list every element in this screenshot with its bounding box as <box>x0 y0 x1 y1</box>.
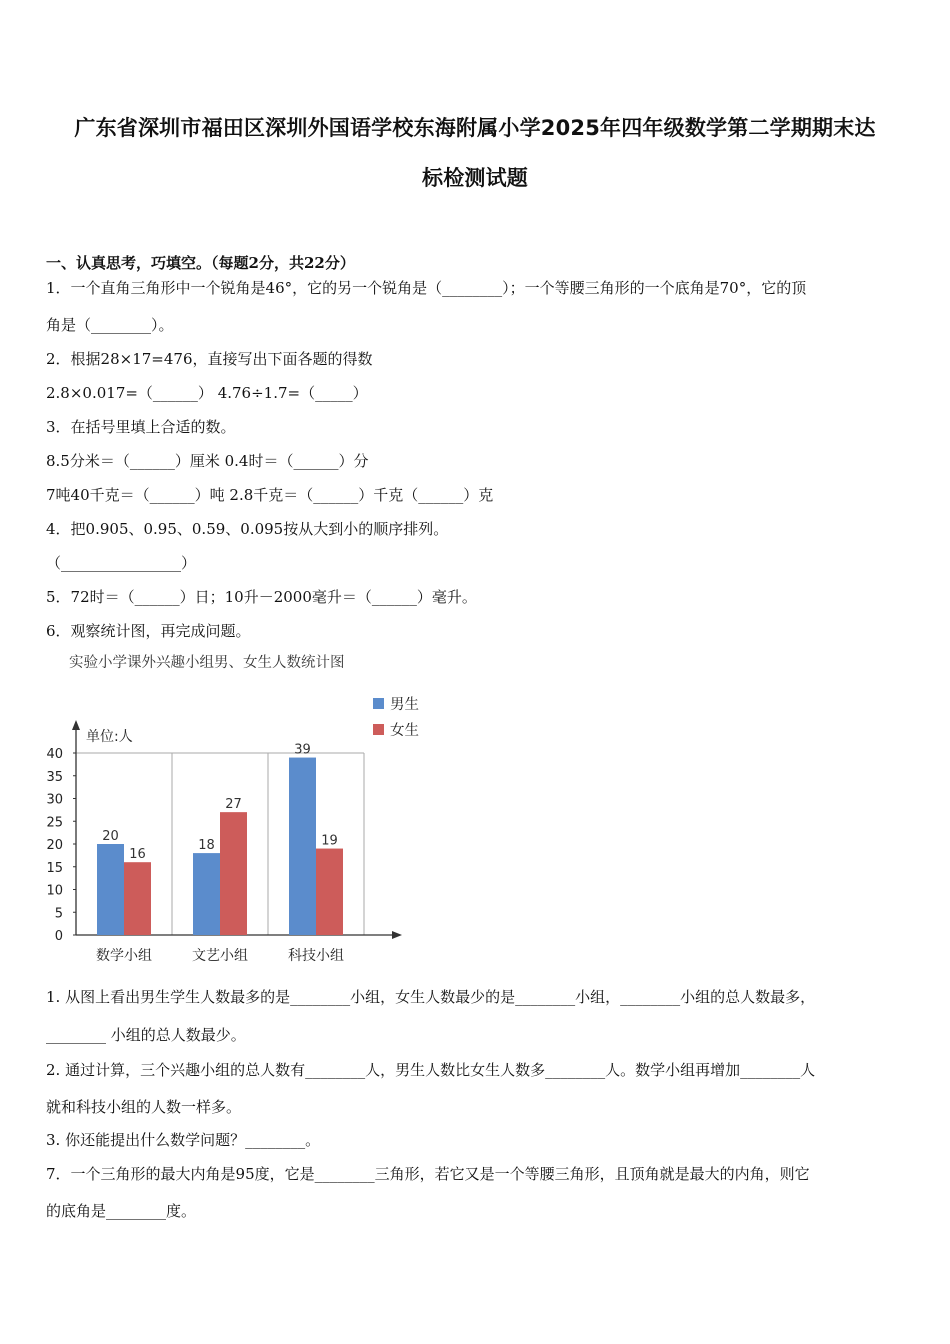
legend-label: 男生 <box>390 697 419 713</box>
legend-swatch <box>373 698 384 709</box>
sub-question-3: 3. 你还能提出什么数学问题？________。 <box>46 1131 321 1149</box>
page-title-line1: 广东省深圳市福田区深圳外国语学校东海附属小学2025年四年级数学第二学期期末达 <box>74 116 876 140</box>
question-3-line1: 3．在括号里填上合适的数。 <box>46 418 236 436</box>
bar <box>220 812 247 935</box>
y-tick-label: 20 <box>46 838 63 853</box>
bar-data-label: 39 <box>294 742 311 758</box>
page-title-line2: 标检测试题 <box>422 166 528 190</box>
legend-swatch <box>373 724 384 735</box>
bar <box>97 844 124 935</box>
question-4-line2: （________________） <box>46 554 197 572</box>
y-tick-label: 40 <box>46 747 63 762</box>
question-1-line2: 角是（________）。 <box>46 316 174 334</box>
question-3-line3: 7吨40千克＝（______）吨 2.8千克＝（______）千克（______）克 <box>46 486 494 504</box>
question-1-line1: 1．一个直角三角形中一个锐角是46°，它的另一个锐角是（________）；一个等腰三角形的一个底角是70°，它的顶 <box>46 279 807 297</box>
y-axis-arrow <box>72 720 80 730</box>
bar-data-label: 27 <box>225 797 242 813</box>
sub-question-1-line2: ________ 小组的总人数最少。 <box>46 1026 246 1044</box>
y-tick-label: 15 <box>46 860 63 876</box>
x-category-label: 数学小组 <box>96 948 152 964</box>
bar <box>193 853 220 935</box>
bar <box>124 862 151 935</box>
bar-data-label: 18 <box>198 838 215 854</box>
question-2-line1: 2．根据28×17=476，直接写出下面各题的得数 <box>46 350 373 368</box>
legend-label: 女生 <box>390 723 419 739</box>
question-2-line2: 2.8×0.017=（______） 4.76÷1.7=（_____） <box>46 384 368 402</box>
question-3-line2: 8.5分米＝（______）厘米 0.4时＝（______）分 <box>46 452 369 470</box>
question-4-line1: 4．把0.905、0.95、0.59、0.095按从大到小的顺序排列。 <box>46 520 449 538</box>
y-tick-label: 10 <box>46 883 63 899</box>
section-heading: 一、认真思考，巧填空。（每题2分，共22分） <box>46 254 355 272</box>
bar-data-label: 20 <box>102 829 119 844</box>
bar <box>316 849 343 935</box>
sub-question-2-line1: 2. 通过计算，三个兴趣小组的总人数有________人，男生人数比女生人数多________人。数学小组再增加________人 <box>46 1061 816 1079</box>
y-tick-label: 5 <box>54 906 63 922</box>
sub-question-2-line2: 就和科技小组的人数一样多。 <box>46 1098 242 1116</box>
y-axis-unit-label: 单位:人 <box>86 729 133 745</box>
y-tick-label: 35 <box>46 769 63 785</box>
y-tick-label: 30 <box>46 792 63 808</box>
bar <box>289 758 316 935</box>
y-tick-label: 25 <box>46 815 63 831</box>
bar-data-label: 19 <box>321 833 338 849</box>
x-category-label: 文艺小组 <box>192 948 248 964</box>
bar-data-label: 16 <box>129 847 146 863</box>
question-6: 6．观察统计图，再完成问题。 <box>46 622 251 640</box>
sub-question-1-line1: 1. 从图上看出男生学生人数最多的是________小组，女生人数最少的是________小组，________小组的总人数最多， <box>46 988 816 1006</box>
question-7-line2: 的底角是________度。 <box>46 1202 197 1220</box>
y-tick-label: 0 <box>54 929 63 944</box>
question-7-line1: 7．一个三角形的最大内角是95度，它是________三角形，若它又是一个等腰三角形，且顶角就是最大的内角，则它 <box>46 1165 810 1183</box>
chart-title: 实验小学课外兴趣小组男、女生人数统计图 <box>69 655 345 671</box>
question-5: 5．72时＝（______）日；10升－2000毫升＝（______）毫升。 <box>46 588 477 606</box>
x-axis-arrow <box>392 931 402 939</box>
x-category-label: 科技小组 <box>288 948 344 964</box>
